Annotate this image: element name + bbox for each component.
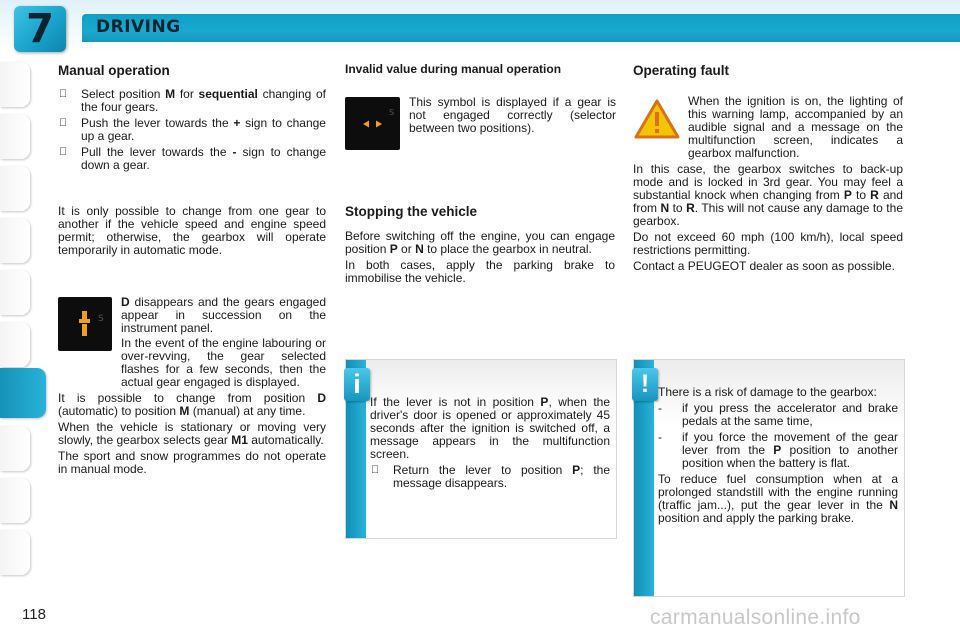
watermark: carmanualsonline.info	[650, 606, 861, 629]
hand-pointer-icon	[59, 88, 67, 101]
chapter-tab-3[interactable]	[0, 166, 30, 211]
list-item: Push the lever towards the + sign to change up a gear.	[58, 117, 326, 143]
contact-paragraph: Contact a PEUGEOT dealer as soon as possible.	[633, 259, 895, 273]
warning-intro: There is a risk of damage to the gearbox:	[658, 385, 877, 399]
warning-icon-spacer	[633, 95, 688, 151]
change-position-paragraph: It is possible to change from position D (automatic) to position M (manual) at any time.	[58, 391, 326, 418]
fuel-paragraph: To reduce fuel consumption when at a prolonged standstill with the engine running (traffic jam...), put the gear lever in the N position and apply the parking brake.	[658, 472, 898, 525]
gear-change-paragraph: It is only possible to change from one gear to another if the vehicle speed and engine speed permit; otherwise, the gearbox will operate temporarily in automatic mode.	[58, 204, 326, 257]
list-item: Select position M for sequential changing of the four gears.	[58, 88, 326, 114]
invalid-gear-icon	[345, 97, 400, 150]
chapter-tab-4[interactable]	[0, 218, 30, 263]
d-disappears-text: D disappears and the gears engaged appear in succession on the instrument panel.	[121, 295, 326, 335]
list-item: - if you press the accelerator and brake pedals at the same time,	[658, 401, 898, 428]
stopping-paragraph-2: In both cases, apply the parking brake to immobilise the vehicle.	[345, 258, 615, 285]
page-number: 118	[22, 606, 46, 623]
info-note-box	[345, 359, 617, 539]
invalid-value-text: This symbol is displayed if a gear is not engaged correctly (selector between two positions).	[409, 95, 616, 135]
hand-pointer-icon	[371, 464, 379, 477]
col1-body	[58, 337, 326, 476]
heading-manual-operation: Manual operation	[58, 63, 170, 78]
fault-paragraph: When the ignition is on, the lighting of this warning lamp, accompanied by an audible signal and a message on the multifunction screen, indicates a gearbox malfunction.	[688, 94, 903, 160]
stationary-paragraph: When the vehicle is stationary or moving very slowly, the gearbox selects gear M1 automatically.	[58, 420, 326, 447]
sport-snow-paragraph: The sport and snow programmes do not operate in manual mode.	[58, 449, 326, 476]
chapter-tab-8[interactable]	[0, 426, 30, 471]
warning-note-text	[658, 386, 898, 525]
hand-pointer-icon	[59, 117, 67, 130]
chapter-number: 7	[26, 6, 54, 52]
list-item: - if you force the movement of the gear lever from the P position to another position when the battery is flat.	[658, 430, 898, 470]
heading-invalid-value: Invalid value during manual operation	[345, 62, 562, 76]
heading-stopping-vehicle: Stopping the vehicle	[345, 204, 478, 219]
chapter-tab-2[interactable]	[0, 114, 30, 159]
chapter-tab-10[interactable]	[0, 530, 30, 575]
header-bar	[82, 14, 960, 42]
list-item: Pull the lever towards the - sign to change down a gear.	[58, 146, 326, 172]
exclamation-icon: !	[632, 368, 658, 401]
chapter-tab-9[interactable]	[0, 478, 30, 523]
chapter-tab-6[interactable]	[0, 322, 30, 367]
overrev-paragraph: In the event of the engine labouring or over-revving, the gear selected flashes for a few seconds, then the actual gear engaged is displayed.	[121, 336, 326, 389]
chapter-tab-7-active[interactable]	[0, 368, 46, 418]
speed-paragraph: Do not exceed 60 mph (100 km/h), local speed restrictions permitting.	[633, 230, 903, 257]
chapter-title: DRIVING	[96, 17, 181, 37]
heading-operating-fault: Operating fault	[633, 63, 730, 78]
chapter-tab-5[interactable]	[0, 270, 30, 315]
hand-pointer-icon	[59, 146, 67, 159]
stopping-paragraph-1: Before switching off the engine, you can engage position P or N to place the gearbox in neutral.	[345, 229, 615, 256]
warning-note-box	[633, 359, 905, 597]
svg-text:S: S	[389, 108, 395, 117]
manual-bullets	[58, 88, 326, 172]
info-icon: i	[344, 368, 370, 401]
stopping-body	[345, 230, 615, 285]
info-note-text	[370, 396, 610, 490]
chapter-tab-1[interactable]	[0, 62, 30, 107]
backup-paragraph: In this case, the gearbox switches to back-up mode and is locked in 3rd gear. You may feel a substantial knock when changing from P to R and from N to R. This will not cause any damage to the gearbox.	[633, 162, 903, 228]
svg-text:S: S	[98, 314, 104, 324]
info-note-paragraph: If the lever is not in position P, when the driver's door is opened or approximately 45 seconds after the ignition is switched off, a message appears in the multifunction screen.	[370, 395, 610, 461]
list-item: Return the lever to position P; the message disappears.	[370, 464, 610, 490]
col3-body	[633, 95, 903, 273]
